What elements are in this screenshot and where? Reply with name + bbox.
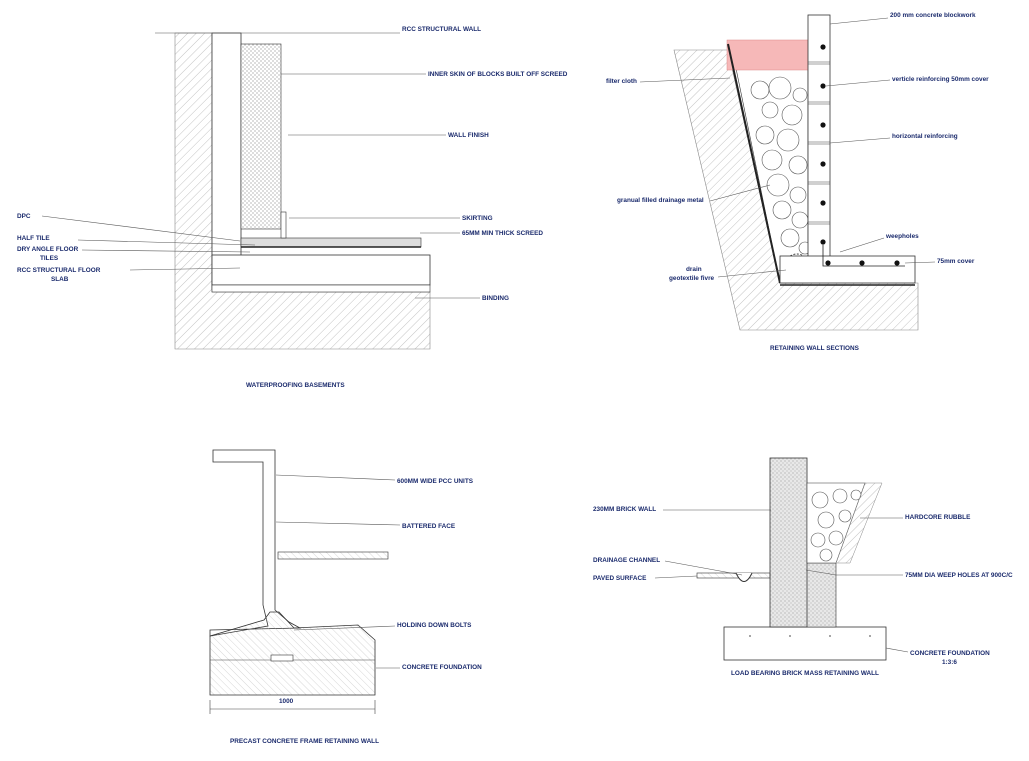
holding-down-bolt-plate: [271, 655, 293, 661]
label-drain: drain: [686, 266, 702, 273]
basement-section: [17, 26, 568, 389]
brick-wall-section: [593, 458, 1013, 677]
label-weep-holes: 75MM DIA WEEP HOLES AT 900C/C: [905, 572, 1013, 579]
rcc-structural-floor-slab: [212, 255, 430, 285]
label-paved-surface: PAVED SURFACE: [593, 575, 647, 582]
230mm-brick-wall: [770, 458, 807, 627]
battered-face-ledge: [278, 552, 388, 559]
label-rcc-structural-wall: RCC STRUCTURAL WALL: [402, 26, 482, 33]
label-filter-cloth: filter cloth: [606, 78, 637, 85]
leader-blockwork: [830, 18, 888, 24]
label-75mm-cover: 75mm cover: [937, 258, 975, 265]
label-drainage-channel: DRAINAGE CHANNEL: [593, 557, 661, 564]
label-screed: 65MM MIN THICK SCREED: [462, 230, 543, 237]
label-wall-finish: WALL FINISH: [448, 132, 489, 139]
retaining-base-slab: [780, 256, 915, 283]
label-holding-down-bolts: HOLDING DOWN BOLTS: [397, 622, 472, 629]
label-geotextile: geotextile fivre: [669, 275, 715, 282]
leader-horizontal: [830, 138, 890, 143]
label-foundation-brick-2: 1:3:6: [942, 659, 957, 666]
label-battered-face: BATTERED FACE: [402, 523, 456, 530]
label-blockwork: 200 mm concrete blockwork: [890, 12, 976, 19]
label-verticle-reinforcing: verticle reinforcing 50mm cover: [892, 76, 989, 83]
title-retaining-wall-sections: RETAINING WALL SECTIONS: [770, 345, 859, 352]
precast-section: [210, 450, 482, 745]
label-pcc-units: 600MM WIDE PCC UNITS: [397, 478, 473, 485]
label-dpc: DPC: [17, 213, 31, 220]
title-precast-retaining-wall: PRECAST CONCRETE FRAME RETAINING WALL: [230, 738, 379, 745]
concrete-blockwork-wall: [808, 15, 830, 278]
label-dry-angle-2: TILES: [40, 255, 59, 262]
screed-layer: [241, 238, 421, 247]
label-rcc-floor-1: RCC STRUCTURAL FLOOR: [17, 267, 101, 274]
label-rcc-floor-2: SLAB: [51, 276, 69, 283]
label-weepholes: weepholes: [886, 233, 919, 240]
label-binding: BINDING: [482, 295, 509, 302]
binding-layer: [212, 285, 430, 292]
title-load-bearing-brick: LOAD BEARING BRICK MASS RETAINING WALL: [731, 670, 879, 677]
label-half-tile: HALF TILE: [17, 235, 50, 242]
leader-foundation-brick: [886, 648, 908, 652]
retaining-wall-section: [606, 12, 989, 352]
concrete-foundation-brick: [724, 627, 886, 660]
leader-paved: [655, 576, 697, 578]
label-foundation-brick-1: CONCRETE FOUNDATION: [910, 650, 990, 657]
label-concrete-foundation: CONCRETE FOUNDATION: [402, 664, 482, 671]
title-waterproofing-basements: WATERPROOFING BASEMENTS: [246, 382, 345, 389]
label-horizontal-reinforcing: horizontal reinforcing: [892, 133, 958, 140]
label-dry-angle-1: DRY ANGLE FLOOR: [17, 246, 79, 253]
leader-weepholes: [840, 238, 884, 252]
label-hardcore-rubble: HARDCORE RUBBLE: [905, 514, 971, 521]
label-skirting: SKIRTING: [462, 215, 493, 222]
filter-cloth-band: [727, 40, 808, 70]
leader-pcc-units: [276, 475, 395, 480]
label-inner-skin: INNER SKIN OF BLOCKS BUILT OFF SCREED: [428, 71, 568, 78]
label-dimension-1000: 1000: [279, 698, 294, 705]
rcc-structural-wall: [212, 33, 241, 289]
precast-pcc-unit: [210, 450, 300, 636]
inner-skin-blocks: [241, 44, 281, 229]
label-granual-drainage: granual filled drainage metal: [617, 197, 704, 204]
leader-verticle: [826, 80, 890, 86]
leader-battered-face: [276, 522, 400, 525]
skirting: [281, 212, 286, 238]
label-brick-wall: 230MM BRICK WALL: [593, 506, 657, 513]
